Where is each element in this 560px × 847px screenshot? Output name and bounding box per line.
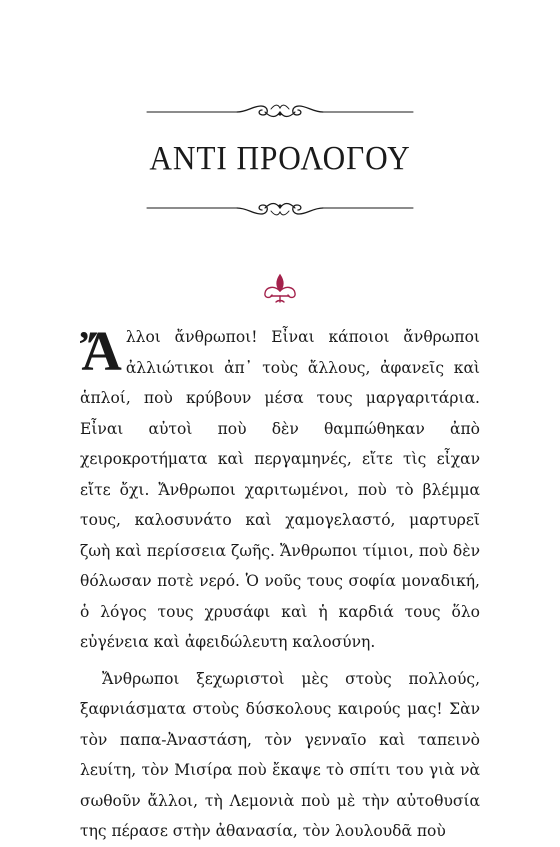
paragraph-2-text: Ἄνθρωποι ξεχωριστοὶ μὲς στοὺς πολλούς, ξαφνιάσματα στοὺς δύσκολους καιρούς μας! Σὰν τὸν παπα-Ἀναστάση, τὸν γενναῖο καὶ ταπεινὸ λευίτη, τὸν Μισίρα ποὺ ἔκαψε τὸ σπίτι του γιὰ νὰ σωθοῦν ἄλλοι, τὴ Λεμονιὰ ποὺ μὲ τὴν αὐτοθυσία της πέρασε στὴν ἀθανασία, τὸν λουλουδᾶ ποὺ: [80, 669, 480, 840]
body-text: [80, 322, 480, 847]
paragraph-2: [80, 664, 480, 847]
top-flourish-divider: [145, 98, 415, 126]
chapter-title: ΑΝΤΙ ΠΡΟΛΟΓΟΥ: [149, 140, 411, 177]
bottom-flourish-divider: [145, 194, 415, 222]
paragraph-1: [80, 322, 480, 658]
paragraph-1-text: λλοι ἄνθρωποι! Εἶναι κάποιοι ἄνθρωποι ἀλλιώτικοι ἀπ᾽ τοὺς ἄλλους, ἀφανεῖς καὶ ἁπλοί, ποὺ κρύβουν μέσα τους μαργαριτάρια. Εἶναι αὐτοὶ ποὺ δὲν θαμπώθηκαν ἀπὸ χειροκροτήματα καὶ περγαμηνές, εἴτε τὶς εἶχαν εἴτε ὄχι. Ἄνθρωποι χαριτωμένοι, ποὺ τὸ βλέμμα τους, καλοσυνάτο καὶ χαμογελαστό, μαρτυρεῖ ζωὴ καὶ περίσσεια ζωῆς. Ἄνθρωποι τίμιοι, ποὺ δὲν θόλωσαν ποτὲ νερό. Ὁ νοῦς τους σοφία μοναδική, ὁ λόγος τους χρυσάφι καὶ ἡ καρδιά τους ὅλο εὐγένεια καὶ ἀφειδώλευτη καλοσύνη.: [80, 328, 480, 651]
drop-cap: Ἄ: [80, 321, 122, 383]
fleur-de-lis-icon: [260, 272, 300, 306]
